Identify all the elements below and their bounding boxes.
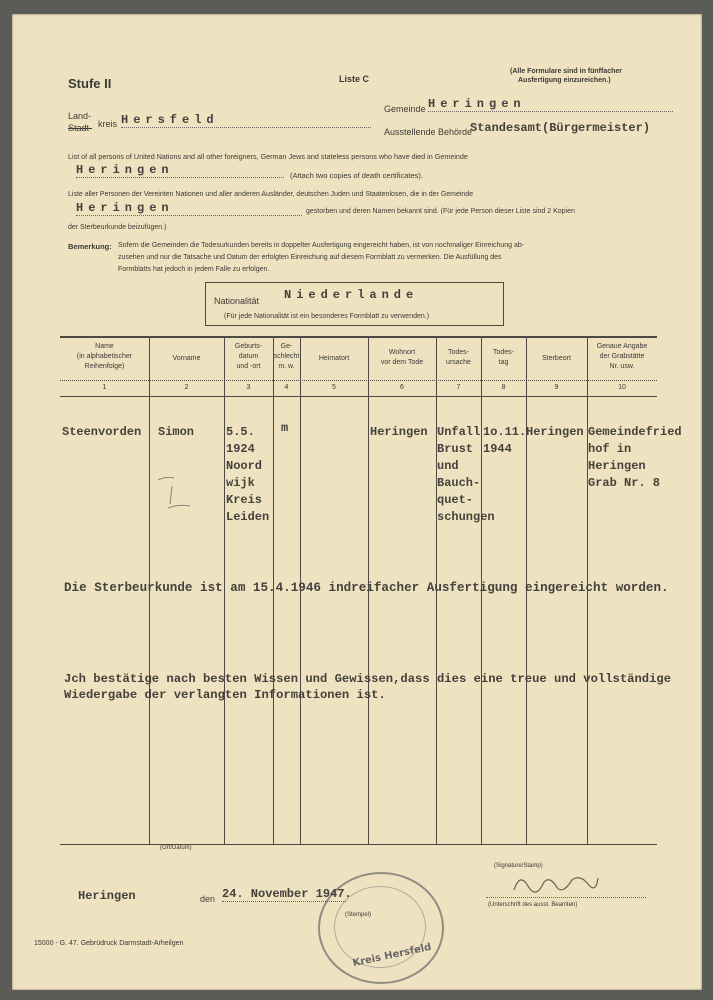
- col-header-geschlecht: Ge- schlecht m. w.: [273, 343, 300, 370]
- signature-label: (Signature/Stamp): [494, 863, 543, 869]
- kreis-label: kreis: [98, 119, 118, 129]
- table-divider: [60, 380, 657, 381]
- footer-den: den: [200, 894, 216, 904]
- unterschrift-label: (Unterschrift des ausst. Beamten): [488, 902, 578, 908]
- intro-en-note: (Attach two copies of death certificates).: [290, 171, 423, 180]
- intro-en-value: Heringen: [76, 163, 284, 178]
- bemerkung-label: Bemerkung:: [68, 242, 112, 251]
- col-header-grab: Genaue Angabe der Grabstätte Nr. usw.: [596, 343, 648, 370]
- col-header-name: Name (in alphabetischer Reihenfolge): [76, 343, 133, 370]
- ort-datum-label: (Ort/Datum): [160, 845, 192, 851]
- official-stamp: [318, 872, 444, 984]
- col-header-wohnort: Wohnort vor dem Tode: [380, 349, 424, 366]
- entry-geburt: 5.5. 1924 Noord wijk Kreis Leiden: [226, 425, 270, 524]
- nationality-value: Niederlande: [284, 288, 419, 302]
- col-header-todestag: Todes- tag: [492, 349, 514, 366]
- col-header-geburt: Geburts- datum und -ort: [234, 343, 263, 370]
- footer-place: Heringen: [78, 889, 136, 903]
- intro-de-value: Heringen: [76, 201, 302, 216]
- col-header-ursache: Todes- ursache: [446, 349, 471, 366]
- pencil-mark: [156, 474, 196, 514]
- bemerkung-line1: Sofern die Gemeinden die Todesurkunden bereits in doppelter Ausfertigung eingereicht haben, ist von nochmaliger Einreichung ab-: [118, 242, 525, 249]
- intro-en-line: List of all persons of United Nations and all other foreigners, German Jews and stateless persons who have died in Gemeinde: [68, 152, 468, 161]
- signature-line: [486, 897, 646, 898]
- table-divider: [60, 396, 657, 397]
- kreis-value: Hersfeld: [121, 113, 371, 128]
- stempel-label: (Stempel): [345, 912, 372, 918]
- intro-de-line2: gestorben und deren Namen bekannt sind. (Für jede Person dieser Liste sind 2 Kopien: [306, 208, 575, 215]
- statement-submitted: Die Sterbeurkunde ist am 15.4.1946 indreifacher Ausfertigung eingereicht worden.: [64, 581, 669, 595]
- land-label: Land-: [68, 111, 92, 121]
- intro-de-line1: Liste aller Personen der Vereinten Nationen und aller anderen Ausländer, deutschen Juden und Staatenlosen, die in der Gemeinde: [68, 191, 474, 198]
- col-header-vorname: Vorname: [172, 355, 201, 362]
- behoerde-value: Standesamt(Bürgermeister): [470, 121, 651, 135]
- col-header-sterbeort: Sterbeort: [542, 355, 571, 362]
- statement-confirm-1: Jch bestätige nach besten Wissen und Gewissen,dass dies eine treue und vollständige: [64, 672, 672, 686]
- gemeinde-value: Heringen: [428, 97, 673, 112]
- col-number: 1: [102, 384, 107, 391]
- formulare-note-1: (Alle Formulare sind in fünffacher: [510, 68, 623, 75]
- entry-geschlecht: m: [281, 421, 289, 435]
- col-number: 9: [554, 384, 559, 391]
- col-number: 5: [332, 384, 336, 391]
- statement-confirm-2: Wiedergabe der verlangten Informationen ist.: [64, 688, 386, 702]
- gemeinde-label: Gemeinde: [384, 104, 426, 114]
- col-number: 8: [501, 384, 506, 391]
- signature-image: [510, 868, 600, 896]
- entry-ursache: Unfall Brust und Bauch- quet- schungen: [437, 425, 495, 524]
- formulare-note-2: Ausfertigung einzureichen.): [518, 77, 611, 84]
- col-number: 2: [184, 384, 189, 391]
- entry-wohnort: Heringen: [370, 425, 428, 439]
- intro-de-line3: der Sterbeurkunde beizufügen.): [68, 224, 167, 231]
- liste-title: Liste C: [339, 74, 370, 84]
- bemerkung-line2: zusehen und nur die Tatsache und Datum der erfolgten Einreichung auf diesem Formblatt zu vermerken. Die Ausfüllung des: [118, 254, 502, 261]
- entry-grab: Gemeindefried hof in Heringen Grab Nr. 8: [588, 425, 682, 490]
- col-number: 6: [400, 384, 404, 391]
- printer-imprint: 15000 - G. 47. Gebrüdruck Darmstadt-Arheilgen: [34, 940, 184, 947]
- nationality-label: Nationalität: [214, 296, 260, 306]
- col-number: 10: [618, 384, 626, 391]
- col-number: 7: [456, 384, 461, 391]
- col-number: 4: [284, 384, 289, 391]
- nationality-note: (Für jede Nationalität ist ein besonderes Formblatt zu verwenden.): [224, 313, 430, 320]
- bemerkung-line3: Formblatts hat jedoch in jedem Falle zu erfolgen.: [118, 266, 270, 273]
- footer-date: 24. November 1947.: [222, 887, 352, 901]
- stadt-label: Stadt-: [68, 123, 93, 133]
- behoerde-label: Ausstellende Behörde: [384, 127, 473, 137]
- entry-name: Steenvorden: [62, 425, 142, 439]
- stamp-text: Kreis Hersfeld: [351, 941, 433, 970]
- stufe-title: Stufe II: [68, 76, 112, 91]
- entry-vorname: Simon: [158, 425, 195, 439]
- entry-todestag: 1o.11. 1944: [483, 425, 527, 456]
- col-header-heimatort: Heimatort: [318, 355, 350, 362]
- col-number: 3: [246, 384, 251, 391]
- entry-sterbeort: Heringen: [526, 425, 584, 439]
